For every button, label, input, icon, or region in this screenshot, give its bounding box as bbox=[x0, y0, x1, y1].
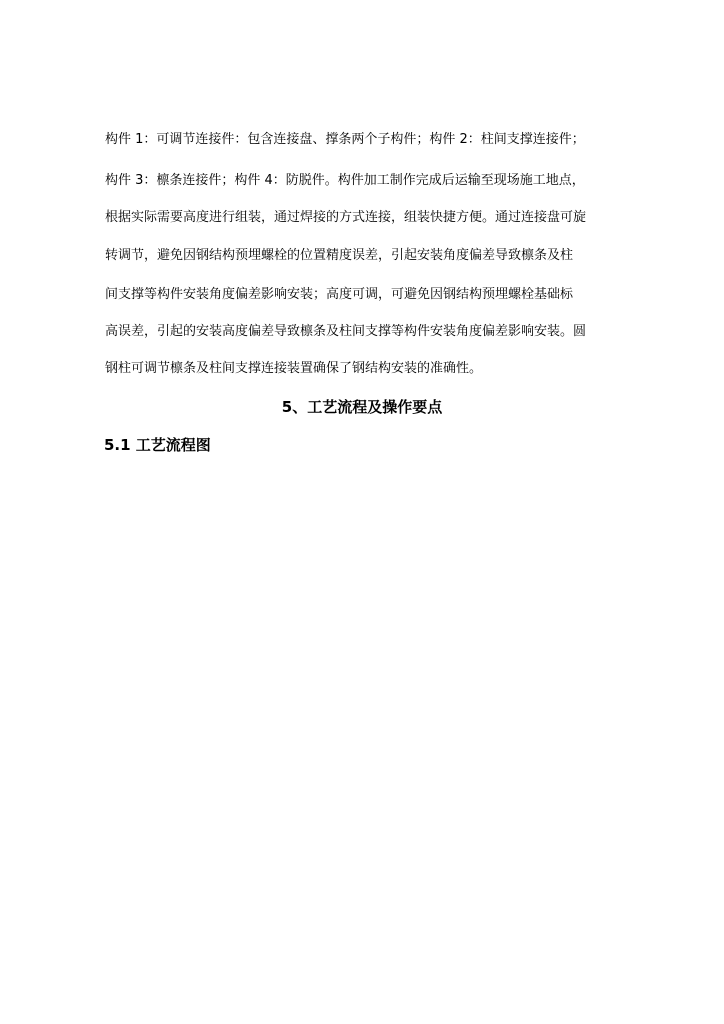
paragraph-line: 构件 1：可调节连接件：包含连接盘、撑条两个子构件；构件 2：柱间支撑连接件； bbox=[105, 132, 585, 147]
paragraph-line: 转调节，避免因钢结构预埋螺栓的位置精度误差，引起安装角度偏差导致檩条及柱 bbox=[105, 248, 574, 263]
section-heading: 5、工艺流程及操作要点 bbox=[281, 398, 443, 416]
paragraph-line: 间支撑等构件安装角度偏差影响安装；高度可调，可避免因钢结构预埋螺栓基础标 bbox=[105, 287, 574, 302]
paragraph-line: 构件 3：檩条连接件；构件 4：防脱件。构件加工制作完成后运输至现场施工地点， bbox=[105, 173, 585, 188]
subsection-heading: 5.1 工艺流程图 bbox=[104, 436, 211, 454]
paragraph-line: 根据实际需要高度进行组装，通过焊接的方式连接，组装快捷方便。通过连接盘可旋 bbox=[105, 210, 587, 225]
paragraph-line: 高误差，引起的安装高度偏差导致檩条及柱间支撑等构件安装角度偏差影响安装。圆 bbox=[105, 324, 587, 339]
paragraph-line: 钢柱可调节檩条及柱间支撑连接装置确保了钢结构安装的准确性。 bbox=[105, 361, 483, 376]
